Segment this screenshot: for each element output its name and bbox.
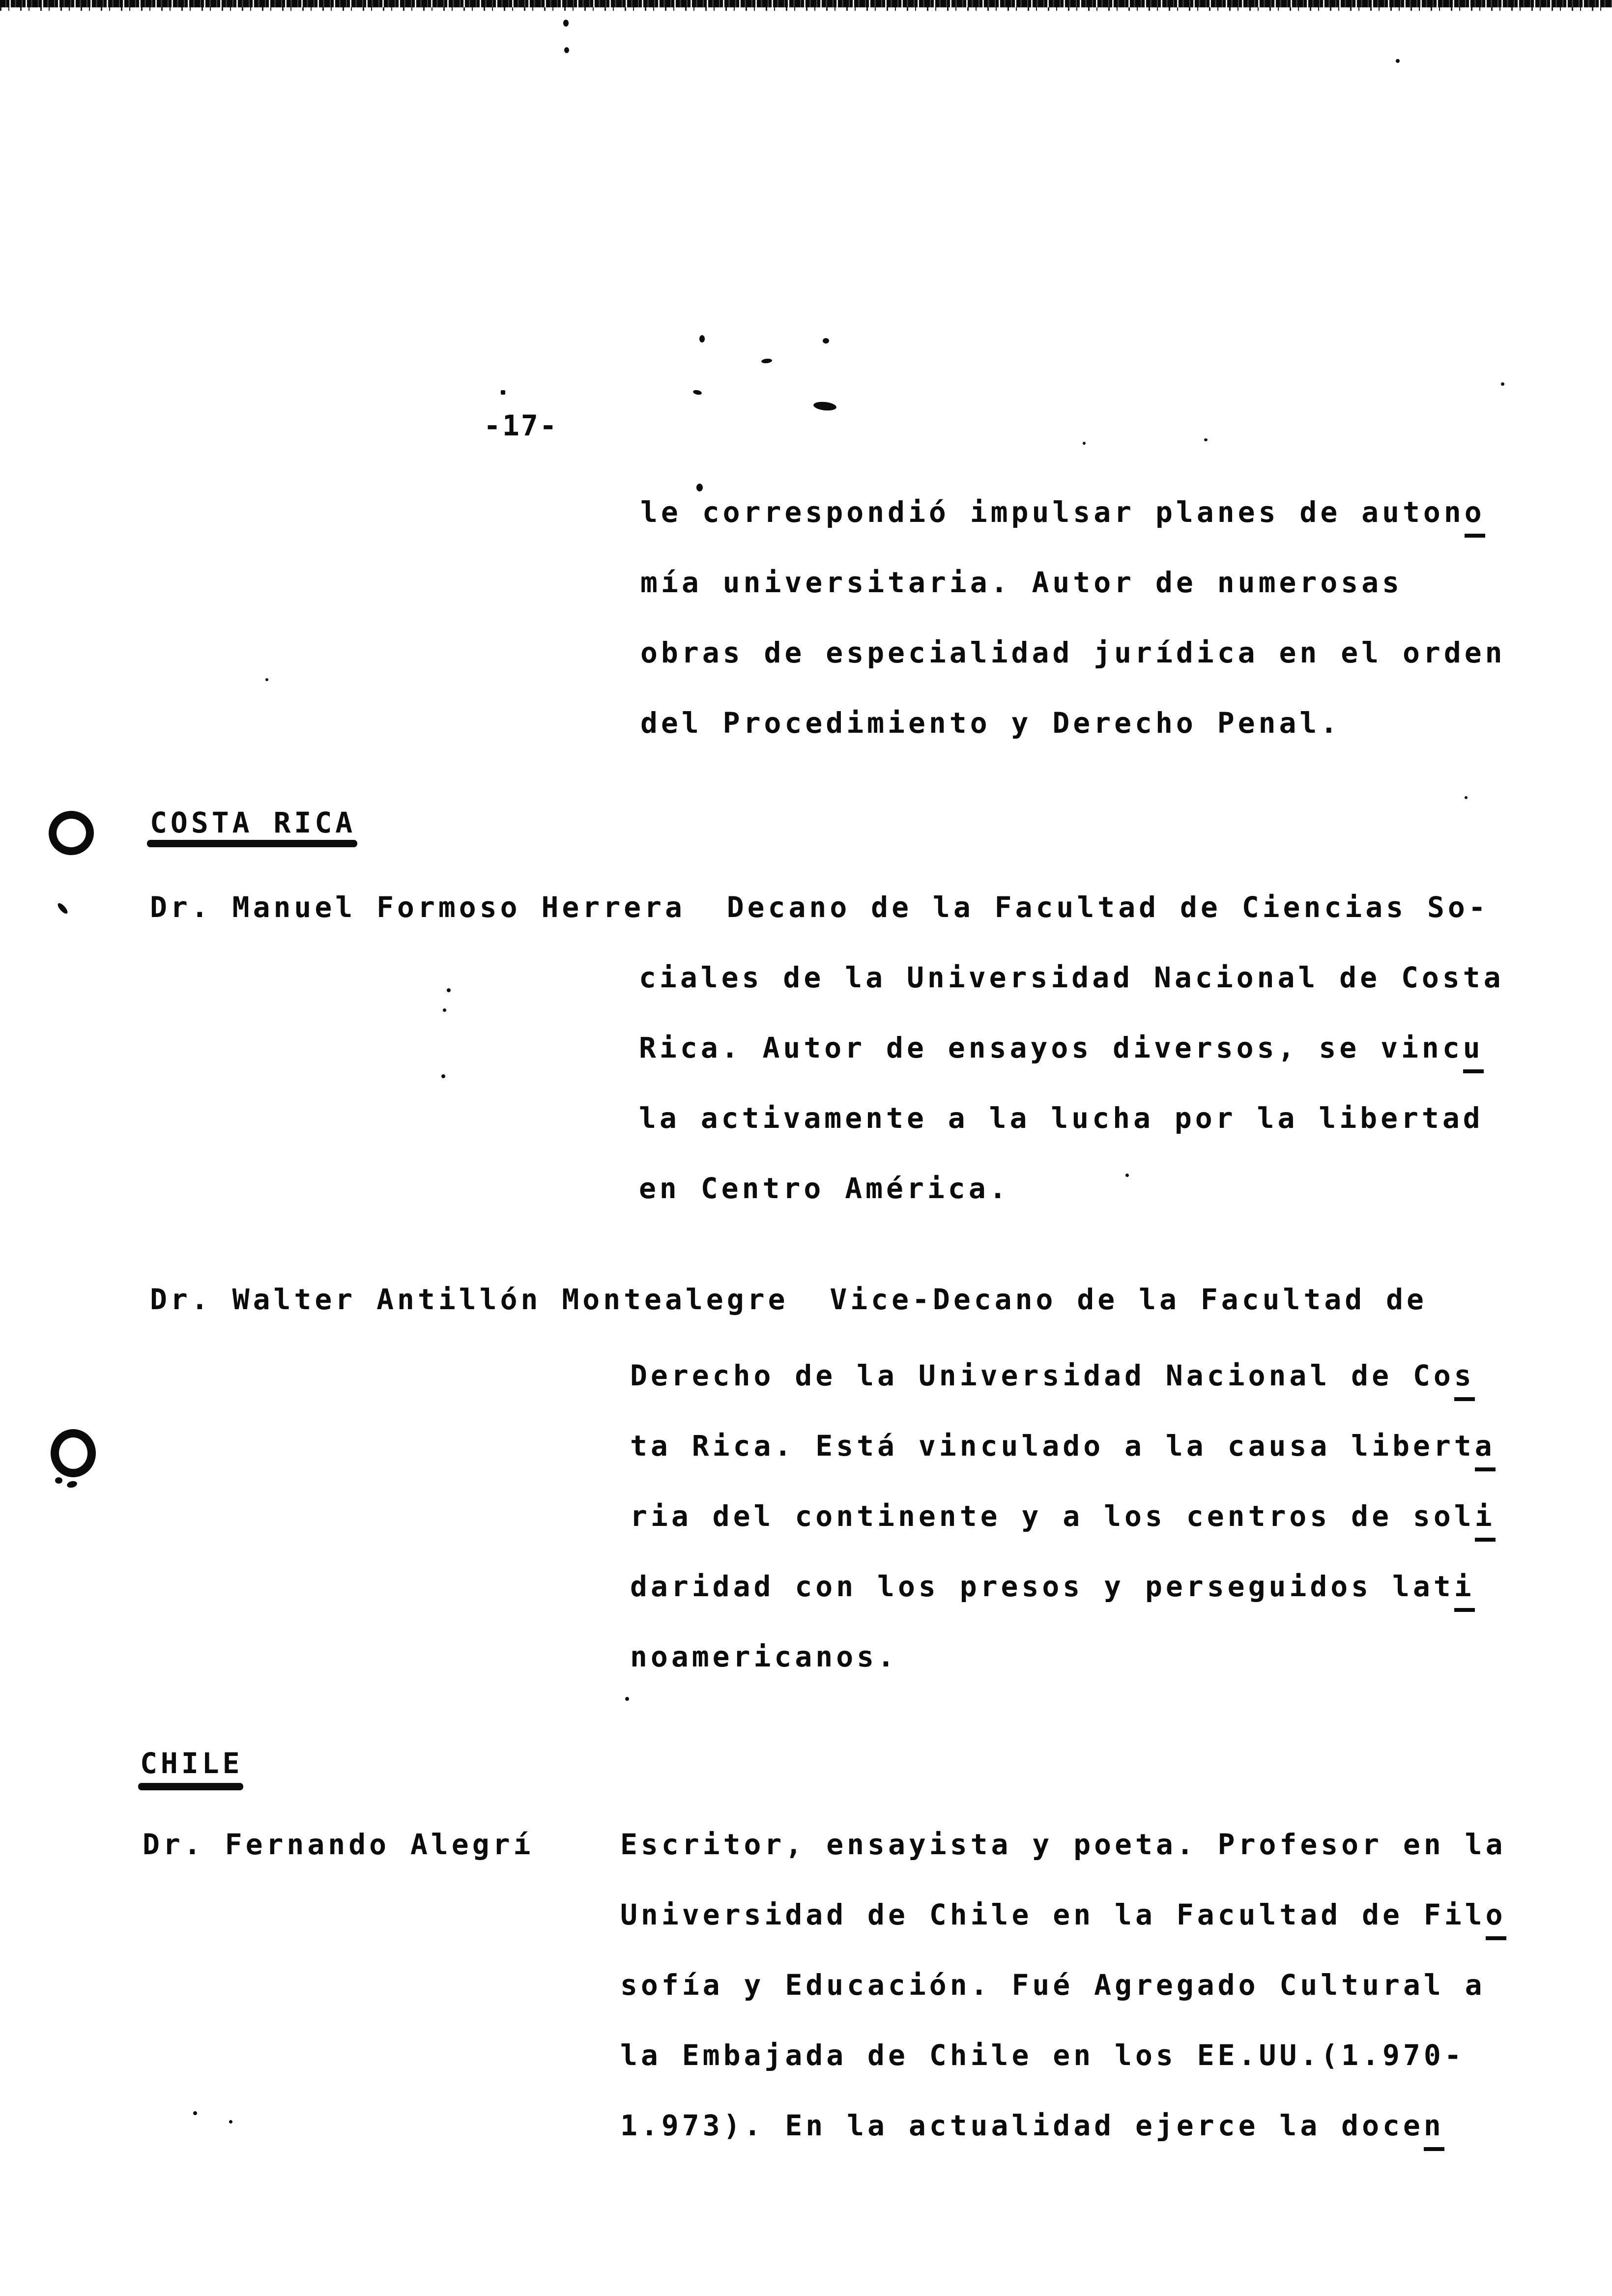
description-line: Derecho de la Universidad Nacional de Cos [630,1341,1496,1411]
description-line: sofía y Educación. Fué Agregado Cultural a [620,1968,1486,2002]
ink-speck [692,389,702,396]
ink-speck [1396,59,1400,63]
description-line: ta Rica. Está vinculado a la causa liberta [630,1411,1496,1481]
ink-speck [823,338,829,344]
scan-edge-artifact [0,0,1612,7]
description-line: la activamente a la lucha por la libertad [639,1101,1484,1135]
linebreak-underscore: a [1475,1429,1496,1471]
paragraph-line: le correspondió impulsar planes de autono [640,477,1506,547]
description-line: 1.973). En la actualidad ejerce la docen [620,2091,1506,2161]
ink-speck [443,1008,446,1012]
ink-speck [699,335,705,343]
ink-speck [447,988,451,992]
ink-speck [441,1074,445,1078]
ink-speck [813,401,837,412]
entry-description-antillon [630,1341,1496,1692]
description-line: Universidad de Chile en la Facultad de Filo [620,1880,1506,1950]
description-line: ria del continente y a los centros de soli [630,1481,1496,1551]
ink-speck [564,47,569,53]
linebreak-underscore: o [1465,495,1485,538]
ink-speck [501,390,505,395]
ink-speck [563,20,569,27]
linebreak-underscore: u [1463,1031,1484,1073]
description-line: en Centro América. [639,1172,1010,1205]
linebreak-underscore: i [1475,1499,1496,1542]
linebreak-underscore: n [1424,2109,1444,2151]
ink-speck [1501,382,1504,386]
description-line: noamericanos. [630,1640,898,1673]
description-line: Rica. Autor de ensayos diversos, se vincu [639,1013,1504,1083]
ink-speck [1465,796,1468,799]
heading-underline [147,840,357,847]
paragraph-line: del Procedimiento y Derecho Penal. [640,706,1341,740]
hole-punch-mark [51,1429,96,1477]
ink-speck [625,1697,629,1701]
ink-speck [761,358,773,364]
section-heading-costa-rica: COSTA RICA [150,806,356,839]
hole-punch-mark [46,808,97,858]
entry-description-formoso [639,943,1504,1224]
ink-speck [229,2120,232,2124]
ink-speck [1083,442,1086,445]
page-number: -17- [484,409,558,442]
linebreak-underscore: s [1454,1359,1475,1401]
entry-name-line-antillon: Dr. Walter Antillón Montealegre Vice-Decano de la Facultad de [150,1283,1427,1316]
paragraph-line: mía universitaria. Autor de numerosas [640,566,1403,599]
entry-name-line-alegri: Dr. Fernando Alegrí [143,1828,534,1861]
linebreak-underscore: o [1486,1898,1506,1940]
heading-underline [138,1783,243,1790]
ink-speck [55,1477,62,1484]
ink-speck [1125,1174,1129,1177]
section-heading-chile: CHILE [140,1747,243,1780]
ink-speck [265,678,268,681]
description-line: ciales de la Universidad Nacional de Costa [639,961,1504,994]
description-line: Escritor, ensayista y poeta. Profesor en la [620,1828,1506,1861]
entry-name-line-formoso: Dr. Manuel Formoso Herrera Decano de la Facultad de Ciencias So- [150,890,1489,924]
ink-speck [193,2111,197,2115]
ink-speck [1204,438,1208,441]
description-line: la Embajada de Chile en los EE.UU.(1.970- [620,2038,1465,2072]
linebreak-underscore: i [1454,1570,1475,1612]
ink-speck [696,484,703,491]
intro-paragraph [640,477,1506,758]
ink-speck [56,902,69,915]
description-line: daridad con los presos y perseguidos lati [630,1551,1496,1622]
entry-description-alegri [620,1809,1506,2161]
ink-speck [66,1480,78,1489]
paragraph-line: obras de especialidad jurídica en el orden [640,636,1506,669]
